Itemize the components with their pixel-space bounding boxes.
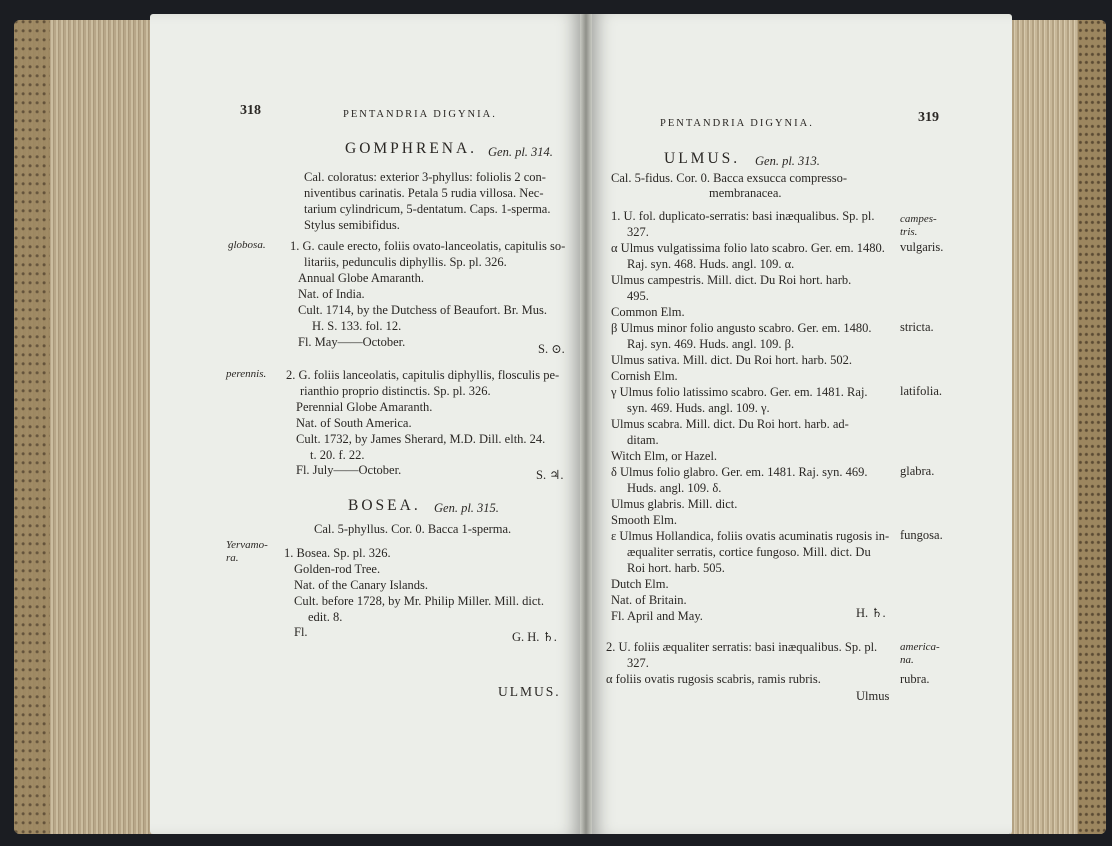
running-head-left: PENTANDRIA DIGYNIA. <box>343 109 497 120</box>
ulmus-line-1: 1. U. fol. duplicato-serratis: basi inæqualibus. Sp. pl. <box>611 209 875 223</box>
ulmus-line-6: 495. <box>627 289 649 303</box>
page-number-right: 319 <box>918 110 939 125</box>
sp2-mark: S. ♃. <box>536 468 564 482</box>
book-edge-left <box>14 20 154 834</box>
ulmus-line-23: Roi hort. harb. 505. <box>627 561 725 575</box>
ulmus-mark: H. ♄. <box>856 606 886 620</box>
ulmus-line-21: ε Ulmus Hollandica, foliis ovatis acuminatis rugosis in- <box>611 529 890 543</box>
ulmus-line-12: γ Ulmus folio latissimo scabro. Ger. em. 1481. Raj. <box>611 385 868 399</box>
catchword-right: Ulmus <box>856 689 890 703</box>
desc-gomphrena-1: Cal. coloratus: exterior 3-phyllus: foliolis 2 con- <box>304 170 546 184</box>
margin-americana-2: na. <box>900 654 914 666</box>
ulmus-sp2-line-2: 327. <box>627 656 649 670</box>
ulmus-sp2-line-1: 2. U. foliis æqualiter serratis: basi inæqualibus. Sp. pl. <box>606 640 878 654</box>
margin-globosa: globosa. <box>228 239 266 251</box>
margin-yervamora-2: ra. <box>226 552 239 564</box>
desc-gomphrena-2: niventibus carinatis. Petala 5 rudia villosa. Nec- <box>304 186 544 200</box>
margin-stricta: stricta. <box>900 320 934 334</box>
genus-ref-gomphrena: Gen. pl. 314. <box>488 145 553 159</box>
ulmus-line-9: Raj. syn. 469. Huds. angl. 109. β. <box>627 337 795 351</box>
ulmus-line-8: β Ulmus minor folio angusto scabro. Ger. em. 1480. <box>611 321 872 335</box>
sp2-line-1: 2. G. foliis lanceolatis, capitulis diphyllis, flosculis pe- <box>286 368 560 382</box>
desc-ulmus-2: membranacea. <box>709 186 782 200</box>
sp1-line-4: Nat. of India. <box>298 287 365 301</box>
bosea-line-4: Cult. before 1728, by Mr. Philip Miller. Mill. dict. <box>294 594 544 608</box>
ulmus-line-4: Raj. syn. 468. Huds. angl. 109. α. <box>627 257 795 271</box>
ulmus-line-3: α Ulmus vulgatissima folio lato scabro. Ger. em. 1480. <box>611 241 885 255</box>
bosea-line-5: edit. 8. <box>308 610 343 624</box>
catchword-left: ULMUS. <box>498 684 561 699</box>
sp1-mark: S. ⊙. <box>538 342 565 356</box>
book-edge-right <box>1010 20 1106 834</box>
ulmus-line-24: Dutch Elm. <box>611 577 669 591</box>
ulmus-line-2: 327. <box>627 225 649 239</box>
margin-rubra: rubra. <box>900 672 930 686</box>
sp2-line-3: Perennial Globe Amaranth. <box>296 400 433 414</box>
margin-vulgaris: vulgaris. <box>900 240 944 254</box>
desc-ulmus-1: Cal. 5-fidus. Cor. 0. Bacca exsucca compresso- <box>611 171 848 185</box>
ulmus-line-15: ditam. <box>627 433 659 447</box>
ulmus-line-18: Huds. angl. 109. δ. <box>627 481 722 495</box>
sp1-line-2: litariis, pedunculis diphyllis. Sp. pl. 326. <box>304 255 507 269</box>
sp2-line-2: rianthio proprio distinctis. Sp. pl. 326. <box>300 384 491 398</box>
genus-ref-bosea: Gen. pl. 315. <box>434 501 499 515</box>
sp1-line-7: Fl. May——October. <box>298 335 406 349</box>
desc-gomphrena-3: tarium cylindricum, 5-dentatum. Caps. 1-sperma. <box>304 202 551 216</box>
book-gutter <box>580 14 592 834</box>
heading-gomphrena: GOMPHRENA. <box>345 140 478 157</box>
bosea-line-3: Nat. of the Canary Islands. <box>294 578 428 592</box>
heading-ulmus: ULMUS. <box>664 150 741 167</box>
ulmus-line-25: Nat. of Britain. <box>611 593 687 607</box>
heading-bosea: BOSEA. <box>348 497 421 514</box>
sp2-line-5: Cult. 1732, by James Sherard, M.D. Dill. elth. 24. <box>296 432 546 446</box>
margin-fungosa: fungosa. <box>900 528 943 542</box>
margin-perennis: perennis. <box>226 368 267 380</box>
ulmus-line-5: Ulmus campestris. Mill. dict. Du Roi hort. harb. <box>611 273 852 287</box>
margin-campestris-2: tris. <box>900 226 918 238</box>
ulmus-line-26: Fl. April and May. <box>611 609 703 623</box>
sp1-line-3: Annual Globe Amaranth. <box>298 271 425 285</box>
sp2-line-6: t. 20. f. 22. <box>310 448 365 462</box>
sp1-line-5: Cult. 1714, by the Dutchess of Beaufort. Br. Mus. <box>298 303 547 317</box>
margin-campestris-1: campes- <box>900 213 937 225</box>
sp2-line-4: Nat. of South America. <box>296 416 412 430</box>
bosea-line-2: Golden-rod Tree. <box>294 562 381 576</box>
ulmus-line-22: æqualiter serratis, cortice fungoso. Mill. dict. Du <box>627 545 871 559</box>
desc-gomphrena-4: Stylus semibifidus. <box>304 218 400 232</box>
sp2-line-7: Fl. July——October. <box>296 463 402 477</box>
sp1-line-1: 1. G. caule erecto, foliis ovato-lanceolatis, capitulis so- <box>290 239 566 253</box>
margin-yervamora-1: Yervamo- <box>226 539 268 551</box>
ulmus-line-20: Smooth Elm. <box>611 513 677 527</box>
ulmus-line-16: Witch Elm, or Hazel. <box>611 449 718 463</box>
sp1-line-6: H. S. 133. fol. 12. <box>312 319 402 333</box>
margin-latifolia: latifolia. <box>900 384 942 398</box>
ulmus-line-10: Ulmus sativa. Mill. dict. Du Roi hort. harb. 502. <box>611 353 852 367</box>
margin-glabra: glabra. <box>900 464 935 478</box>
ulmus-line-13: syn. 469. Huds. angl. 109. γ. <box>627 401 770 415</box>
ulmus-line-14: Ulmus scabra. Mill. dict. Du Roi hort. harb. ad- <box>611 417 849 431</box>
ulmus-sp2-line-3: α foliis ovatis rugosis scabris, ramis rubris. <box>606 672 821 686</box>
bosea-mark: G. H. ♄. <box>512 630 557 644</box>
genus-ref-ulmus: Gen. pl. 313. <box>755 154 820 168</box>
ulmus-line-7: Common Elm. <box>611 305 685 319</box>
margin-americana-1: america- <box>900 641 940 653</box>
page-number-left: 318 <box>240 103 261 118</box>
desc-bosea: Cal. 5-phyllus. Cor. 0. Bacca 1-sperma. <box>314 522 512 536</box>
ulmus-line-19: Ulmus glabris. Mill. dict. <box>611 497 738 511</box>
bosea-line-1: 1. Bosea. Sp. pl. 326. <box>284 546 391 560</box>
open-book <box>14 6 1106 840</box>
ulmus-line-17: δ Ulmus folio glabro. Ger. em. 1481. Raj. syn. 469. <box>611 465 868 479</box>
ulmus-line-11: Cornish Elm. <box>611 369 678 383</box>
bosea-line-6: Fl. <box>294 625 308 639</box>
running-head-right: PENTANDRIA DIGYNIA. <box>660 118 814 129</box>
